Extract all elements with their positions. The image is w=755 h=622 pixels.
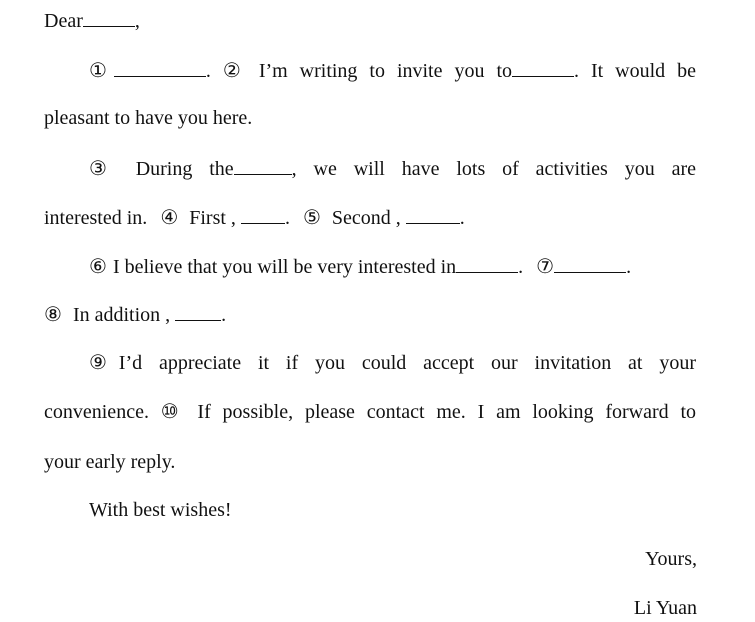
marker-7: ⑦ (536, 256, 555, 278)
marker-1: ① (89, 60, 114, 82)
blank-1 (114, 58, 206, 77)
during-text: During the (135, 158, 234, 180)
marker-6: ⑥ (89, 256, 107, 278)
marker-10: ⑩ (160, 401, 186, 423)
pleasant-text: . It would be (574, 60, 697, 82)
convenience-text: convenience. (44, 401, 149, 423)
second-text: Second , (331, 207, 401, 229)
blank-6 (456, 254, 518, 273)
blank-recipient (83, 8, 135, 27)
marker-4: ④ (160, 207, 179, 229)
paragraph4-line2 (44, 400, 696, 424)
paragraph1-line2: pleasant to have you here. (44, 107, 253, 129)
contact-text: If possible, please contact me. I am looking forward to (197, 401, 697, 423)
blank-period (234, 156, 292, 175)
paragraph4-line1 (89, 351, 696, 375)
blank-4 (241, 205, 285, 224)
blank-8 (175, 302, 221, 321)
after-blank-1: . (205, 60, 211, 82)
after-blank-8: . (221, 304, 227, 326)
blank-7 (554, 254, 626, 273)
first-text: First , (189, 207, 236, 229)
appreciate-text: I’d appreciate it if you could accept our invitation at your (118, 352, 696, 374)
blank-5 (406, 205, 460, 224)
paragraph2-line2 (44, 205, 696, 229)
closing-yours: Yours, (645, 548, 697, 570)
paragraph3-line1 (89, 254, 696, 278)
blank-event (512, 58, 574, 77)
salutation-punct: , (134, 10, 140, 32)
marker-9: ⑨ (89, 352, 119, 374)
invite-text: I’m writing to invite you to (258, 60, 512, 82)
paragraph1-line1 (89, 58, 696, 82)
marker-2: ② (222, 60, 241, 82)
salutation-text: Dear (44, 10, 83, 32)
closing-signature: Li Yuan (633, 597, 697, 619)
marker-5: ⑤ (302, 207, 321, 229)
paragraph2-line1 (89, 156, 696, 180)
interested-text: interested in. (44, 207, 148, 229)
addition-text: In addition , (72, 304, 171, 326)
believe-text: I believe that you will be very interested in (112, 256, 457, 278)
after-blank-5: . (459, 207, 465, 229)
paragraph4-line3: your early reply. (44, 451, 176, 473)
marker-3: ③ (89, 158, 119, 180)
salutation-line (44, 8, 696, 32)
marker-8: ⑧ (44, 304, 62, 326)
activities-text: , we will have lots of activities you are (291, 158, 697, 180)
after-blank-7: . (626, 256, 632, 278)
after-blank-4: . (284, 207, 290, 229)
closing-wishes: With best wishes! (89, 499, 232, 521)
after-blank-6: . (518, 256, 524, 278)
paragraph3-line2 (44, 302, 696, 326)
